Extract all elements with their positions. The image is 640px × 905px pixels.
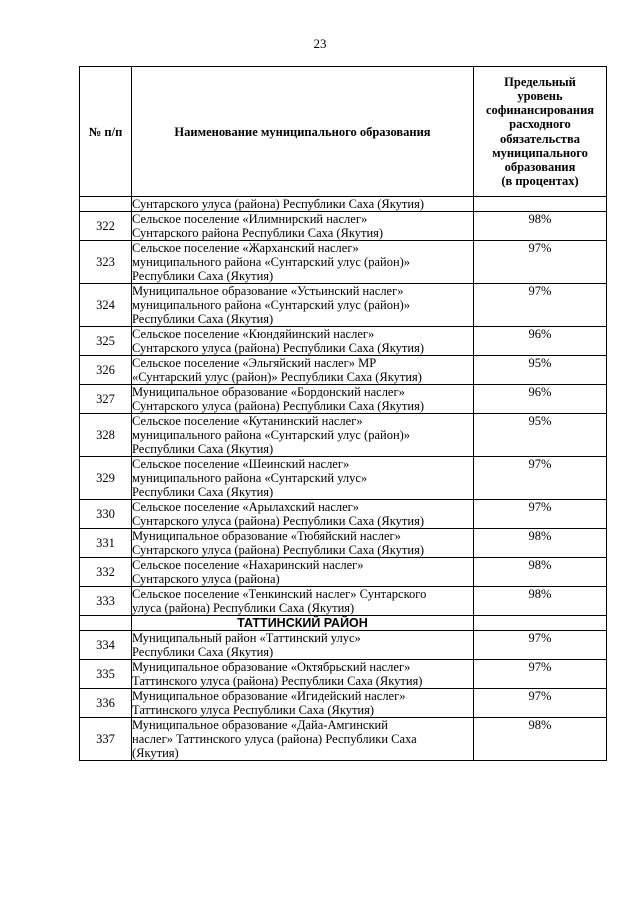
municipality-name <box>132 457 474 500</box>
municipality-name <box>132 660 474 689</box>
text-line: Республики Саха (Якутия) <box>132 485 274 499</box>
cofinancing-percent: 95% <box>474 414 607 457</box>
row-number: 337 <box>80 718 132 761</box>
municipality-name <box>132 587 474 616</box>
row-number: 322 <box>80 212 132 241</box>
cofinancing-percent: 97% <box>474 457 607 500</box>
row-number: 334 <box>80 631 132 660</box>
text-line: Сунтарского улуса (района) Республики Саха (Якутия) <box>132 514 424 528</box>
section-row <box>80 616 607 631</box>
municipality-name <box>132 284 474 327</box>
municipality-name <box>132 414 474 457</box>
municipality-name <box>132 718 474 761</box>
cofinancing-percent: 97% <box>474 660 607 689</box>
cofinancing-percent: 97% <box>474 631 607 660</box>
header-number: № п/п <box>80 67 132 197</box>
text-line: Таттинского улуса Республики Саха (Якутия) <box>132 703 375 717</box>
row-number: 326 <box>80 356 132 385</box>
row-number: 336 <box>80 689 132 718</box>
row-number: 327 <box>80 385 132 414</box>
text-line: Сельское поселение «Кюндяйинский наслег» <box>132 327 375 341</box>
text-line: Сельское поселение «Кутанинский наслег» <box>132 414 363 428</box>
cofinancing-percent: 98% <box>474 587 607 616</box>
section-number-cell <box>80 616 132 631</box>
section-title: ТАТТИНСКИЙ РАЙОН <box>132 616 474 631</box>
table-row <box>80 529 607 558</box>
text-line: Сельское поселение «Илимнирский наслег» <box>132 212 368 226</box>
text-line: Республики Саха (Якутия) <box>132 312 274 326</box>
text-line: Предельный <box>504 74 576 89</box>
cofinancing-percent: 97% <box>474 241 607 284</box>
table-row <box>80 284 607 327</box>
table-row <box>80 327 607 356</box>
cofinancing-percent: 98% <box>474 212 607 241</box>
row-number: 330 <box>80 500 132 529</box>
table-row <box>80 385 607 414</box>
text-line: Муниципальное образование «Дайа-Амгинский <box>132 718 388 732</box>
text-line: улуса (района) Республики Саха (Якутия) <box>132 601 355 615</box>
cofinancing-percent: 97% <box>474 689 607 718</box>
municipality-name <box>132 385 474 414</box>
text-line: софинансирования <box>485 103 595 118</box>
table-header-row <box>80 67 607 197</box>
text-line: Сельское поселение «Арылахский наслег» <box>132 500 360 514</box>
table-row <box>80 660 607 689</box>
table-row <box>80 457 607 500</box>
municipality-name <box>132 558 474 587</box>
text-line: Сельское поселение «Шеинский наслег» <box>132 457 350 471</box>
text-line: обязательства <box>500 131 580 146</box>
header-cofinancing-level <box>474 67 607 197</box>
text-line: Сунтарского улуса (района) Республики Саха (Якутия) <box>132 341 424 355</box>
row-number: 332 <box>80 558 132 587</box>
cofinancing-percent: 98% <box>474 558 607 587</box>
text-line: Сельское поселение «Жарханский наслег» <box>132 241 359 255</box>
table-row <box>80 212 607 241</box>
municipality-name <box>132 212 474 241</box>
table-row <box>80 689 607 718</box>
continuation-name-cell <box>132 197 474 212</box>
text-line: Муниципальный район «Таттинский улус» <box>132 631 361 645</box>
cofinancing-percent: 98% <box>474 529 607 558</box>
text-line: расходного <box>509 117 571 132</box>
municipality-name <box>132 327 474 356</box>
municipal-cofinancing-table <box>79 66 607 761</box>
section-pct-cell <box>474 616 607 631</box>
table-row <box>80 356 607 385</box>
text-line: уровень <box>517 88 563 103</box>
text-line: Таттинского улуса (района) Республики Саха (Якутия) <box>132 674 423 688</box>
continuation-pct-cell <box>474 197 607 212</box>
text-line: Муниципальное образование «Игидейский наслег» <box>132 689 406 703</box>
text-line: «Сунтарский улус (район)» Республики Саха (Якутия) <box>132 370 422 384</box>
municipality-name <box>132 529 474 558</box>
header-municipality-name: Наименование муниципального образования <box>132 67 474 197</box>
municipality-name <box>132 356 474 385</box>
text-line: Муниципальное образование «Октябрьский наслег» <box>132 660 411 674</box>
text-line: Сунтарского улуса (района) Республики Саха (Якутия) <box>132 543 424 557</box>
cofinancing-percent: 96% <box>474 327 607 356</box>
table-row <box>80 718 607 761</box>
text-line: Сунтарского района Республики Саха (Якутия) <box>132 226 384 240</box>
cofinancing-percent: 98% <box>474 718 607 761</box>
text-line: Республики Саха (Якутия) <box>132 442 274 456</box>
text-line: муниципального района «Сунтарский улус (район)» <box>132 428 411 442</box>
text-line: муниципального <box>492 145 588 160</box>
table-row <box>80 500 607 529</box>
table-row <box>80 558 607 587</box>
row-number: 331 <box>80 529 132 558</box>
text-line: Сунтарского улуса (района) Республики Саха (Якутия) <box>132 399 424 413</box>
cofinancing-percent: 97% <box>474 500 607 529</box>
table-row <box>80 631 607 660</box>
municipality-name <box>132 631 474 660</box>
text-line: Муниципальное образование «Устьинский наслег» <box>132 284 404 298</box>
table-row <box>80 414 607 457</box>
municipality-name <box>132 241 474 284</box>
text-line: образования <box>504 159 576 174</box>
row-number: 335 <box>80 660 132 689</box>
text-line: наслег» Таттинского улуса (района) Республики Саха <box>132 732 417 746</box>
text-line: Сельское поселение «Нахаринский наслег» <box>132 558 364 572</box>
page-number: 23 <box>313 36 327 51</box>
row-number: 323 <box>80 241 132 284</box>
text-line: муниципального района «Сунтарский улус» <box>132 471 368 485</box>
row-number: 328 <box>80 414 132 457</box>
row-number: 329 <box>80 457 132 500</box>
row-number: 325 <box>80 327 132 356</box>
municipality-name <box>132 689 474 718</box>
row-number: 324 <box>80 284 132 327</box>
text-line: Сельское поселение «Тенкинский наслег» Сунтарского <box>132 587 427 601</box>
text-line: Сунтарского улуса (района) <box>132 572 280 586</box>
text-line: (в процентах) <box>501 174 579 189</box>
text-line: (Якутия) <box>132 746 179 760</box>
table-row <box>80 587 607 616</box>
text-line: Муниципальное образование «Тюбяйский наслег» <box>132 529 401 543</box>
continuation-row <box>80 197 607 212</box>
municipality-name <box>132 500 474 529</box>
row-number: 333 <box>80 587 132 616</box>
table-row <box>80 241 607 284</box>
continuation-number-cell <box>80 197 132 212</box>
text-line: Муниципальное образование «Бордонский наслег» <box>132 385 405 399</box>
text-line: муниципального района «Сунтарский улус (район)» <box>132 255 411 269</box>
text-line: Сельское поселение «Эльгяйский наслег» МР <box>132 356 377 370</box>
cofinancing-percent: 95% <box>474 356 607 385</box>
text-line: Сунтарского улуса (района) Республики Саха (Якутия) <box>132 197 424 211</box>
text-line: Республики Саха (Якутия) <box>132 269 274 283</box>
cofinancing-percent: 96% <box>474 385 607 414</box>
cofinancing-percent: 97% <box>474 284 607 327</box>
text-line: Республики Саха (Якутия) <box>132 645 274 659</box>
text-line: муниципального района «Сунтарский улус (район)» <box>132 298 411 312</box>
